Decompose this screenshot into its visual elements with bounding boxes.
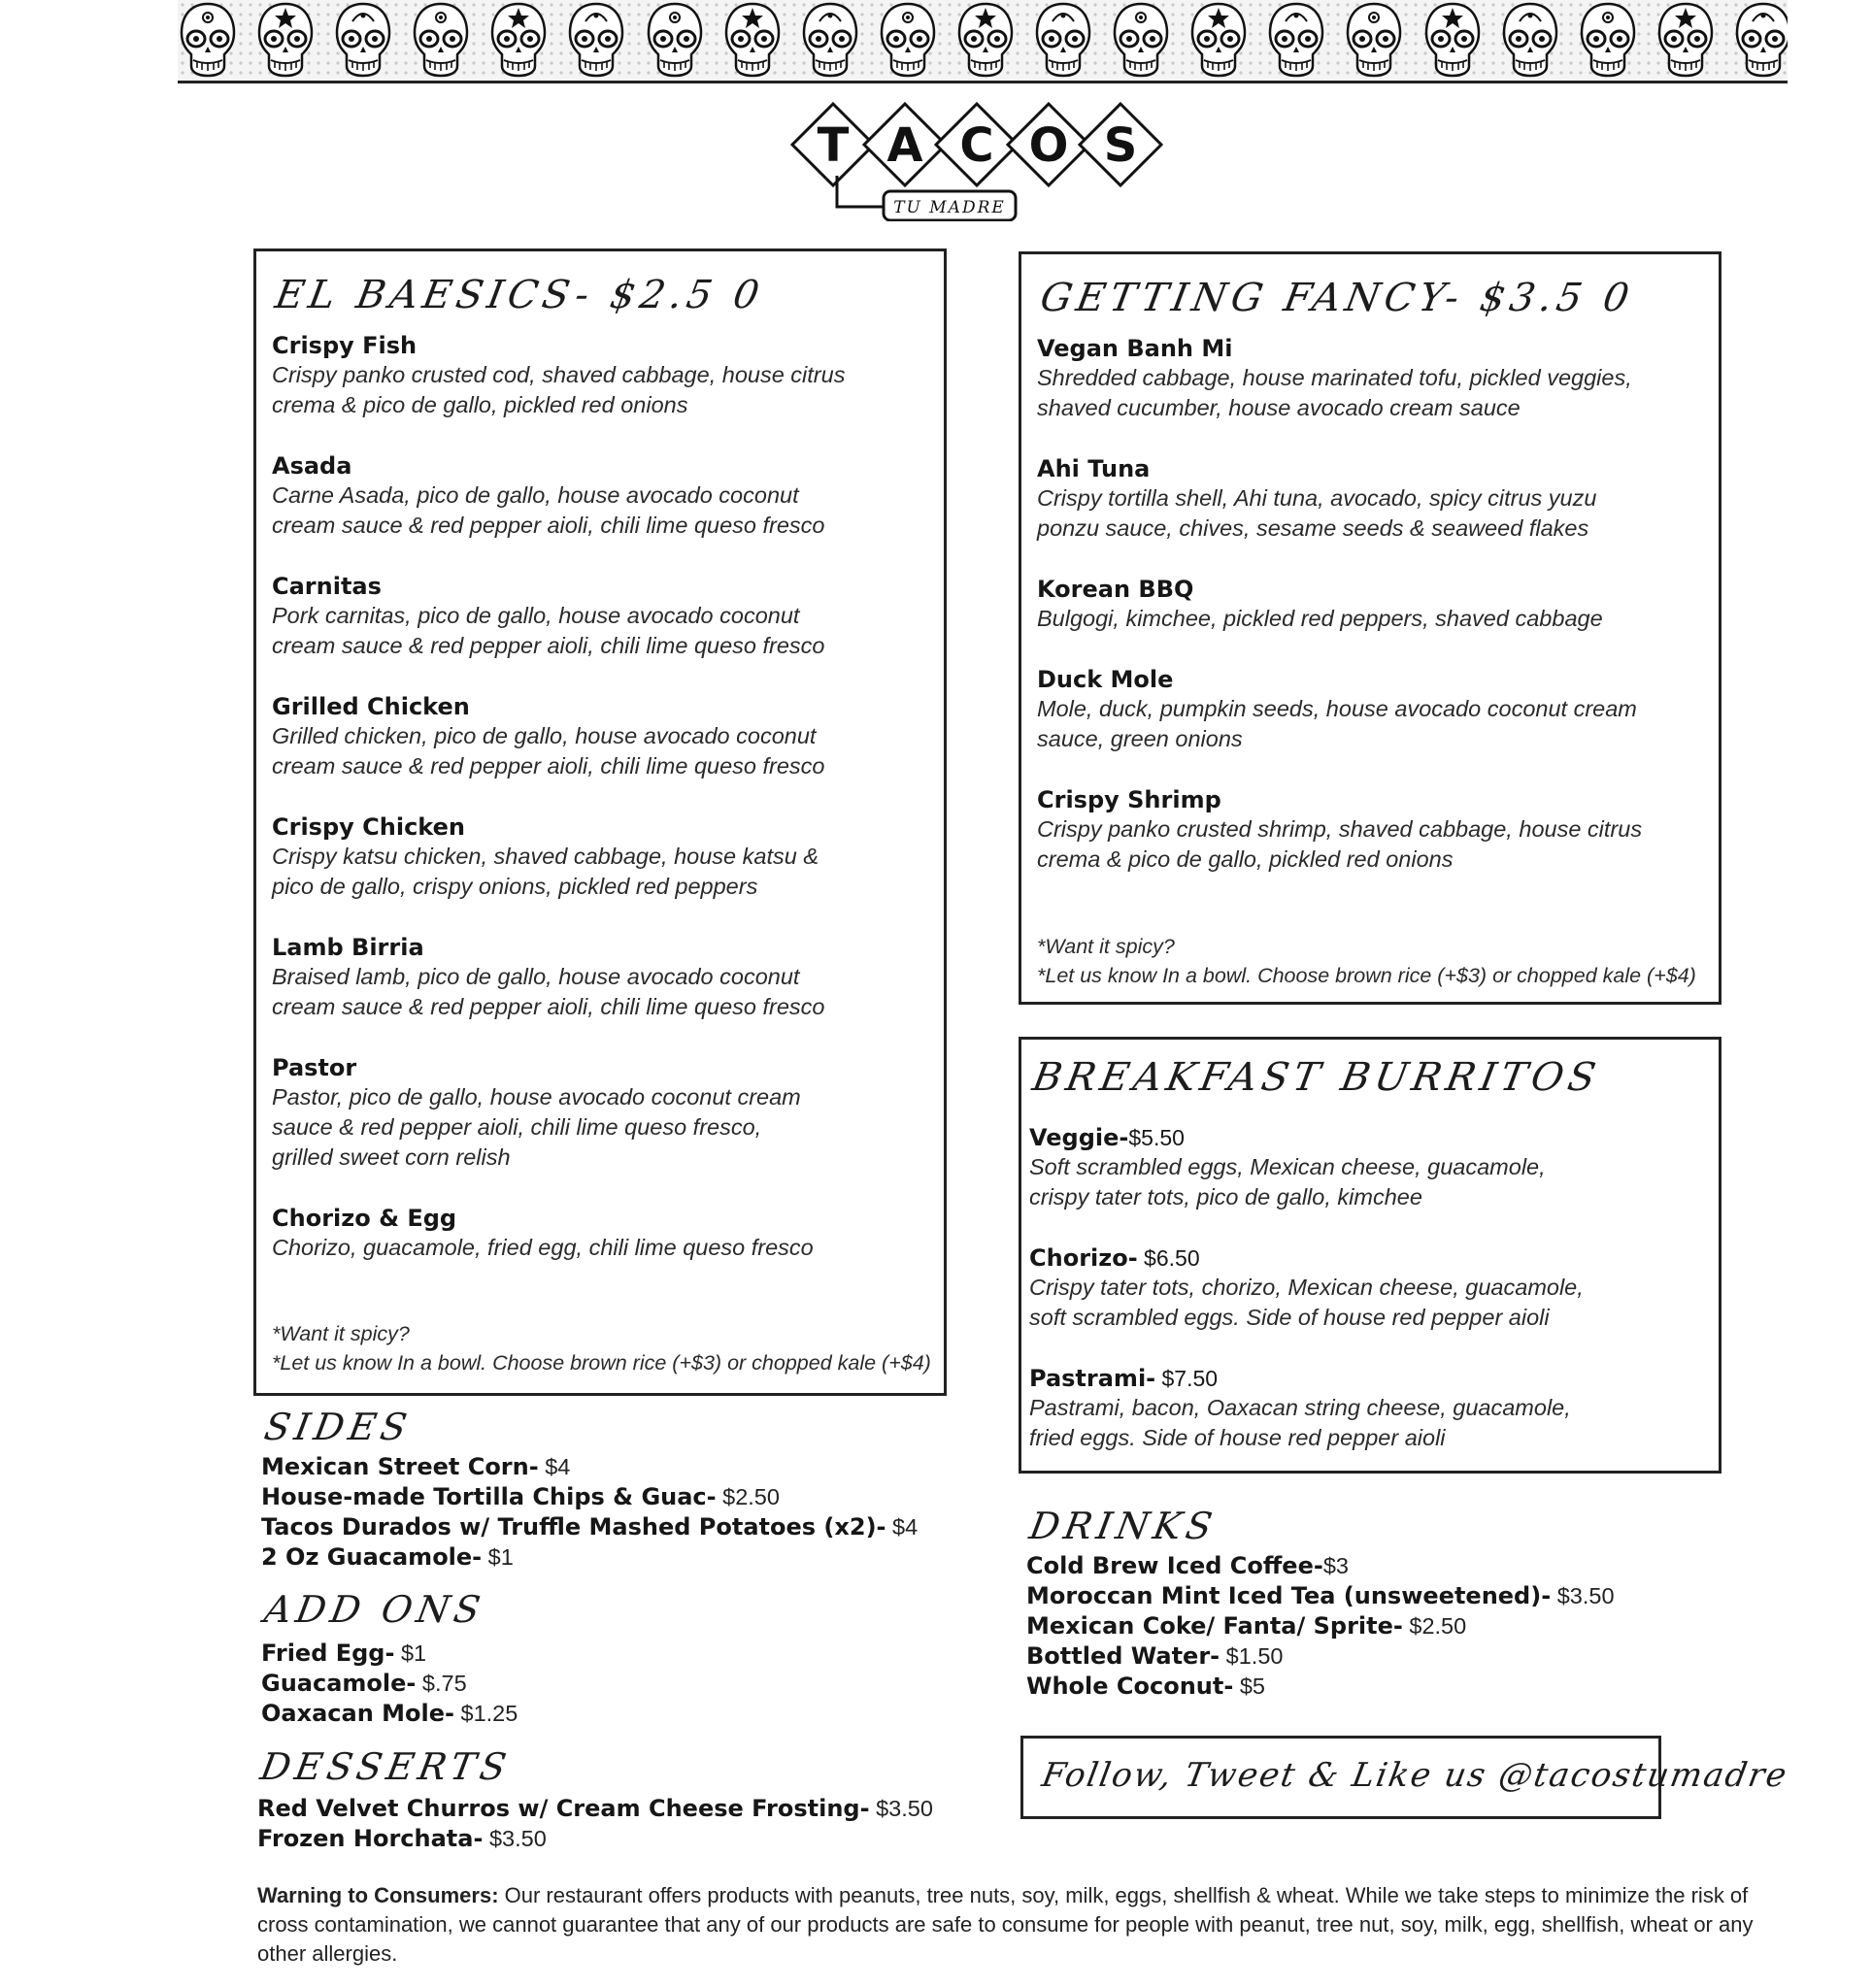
menu-item-name	[272, 692, 942, 721]
menu-line-item	[261, 1542, 918, 1573]
menu-line-name: Frozen Horchata-	[257, 1825, 484, 1852]
menu-line-item	[261, 1699, 518, 1729]
menu-item-title: Duck Mole	[1037, 666, 1174, 693]
menu-item	[272, 692, 942, 781]
sugar-skull-icon	[1266, 2, 1326, 80]
menu-item	[1037, 665, 1707, 754]
menu-item-description: Bulgogi, kimchee, pickled red peppers, shaved cabbage	[1037, 606, 1603, 631]
menu-line-price: $2.50	[716, 1484, 780, 1509]
menu-item-description: crema & pico de gallo, pickled red onions	[1037, 846, 1454, 872]
menu-item-name	[1029, 1123, 1699, 1152]
menu-line-item	[261, 1452, 918, 1482]
sides-list	[261, 1452, 918, 1573]
menu-item-title: Asada	[272, 452, 352, 480]
menu-line-price: $3.50	[483, 1826, 547, 1851]
allergy-warning-text: Our restaurant offers products with peanuts, tree nuts, soy, milk, eggs, shellfish & wheat. While we take steps to minimize the risk of cross contamination, we cannot guarantee that any of our products are safe to consume for people with peanut, tree nut, soy, milk, egg, shellfish, wheat or any other allergies.	[257, 1883, 1754, 1966]
menu-item	[1037, 575, 1707, 634]
menu-item-description: Crispy panko crusted shrimp, shaved cabbage, house citrus	[1037, 816, 1643, 842]
menu-item-title: Chorizo & Egg	[272, 1205, 457, 1232]
menu-item-description: Grilled chicken, pico de gallo, house avocado coconut	[272, 723, 817, 748]
menu-line-item	[1026, 1581, 1615, 1611]
getting-fancy-title: GETTING FANCY- $3.5 0	[1037, 276, 1638, 320]
menu-line-item	[1026, 1672, 1615, 1702]
menu-item-description: Crispy panko crusted cod, shaved cabbage, house citrus	[272, 362, 846, 387]
menu-item-description: sauce & red pepper aioli, chili lime queso fresco,	[272, 1114, 762, 1140]
menu-item-title: Crispy Shrimp	[1037, 786, 1221, 813]
baesics-spicy-note: *Want it spicy?	[272, 1322, 410, 1345]
menu-line-name: Cold Brew Iced Coffee-	[1026, 1552, 1323, 1579]
social-follow-text: Follow, Tweet & Like us @tacostumadre	[1039, 1756, 1791, 1795]
menu-item-title: Crispy Fish	[272, 332, 418, 359]
menu-item-description: Braised lamb, pico de gallo, house avocado coconut	[272, 964, 800, 989]
logo-letter-diamond	[864, 104, 946, 185]
menu-line-item	[257, 1794, 933, 1824]
baesics-title: EL BAESICS- $2.5 0	[272, 273, 768, 317]
menu-item-title: Carnitas	[272, 573, 382, 600]
menu-item-description: pico de gallo, crispy onions, pickled red peppers	[272, 874, 758, 899]
allergy-warning	[257, 1881, 1772, 1969]
menu-item-name	[272, 812, 942, 842]
baesics-bowl-note: *Let us know In a bowl. Choose brown rice (+$3) or chopped kale (+$4)	[272, 1351, 931, 1375]
menu-item-name	[272, 451, 942, 480]
menu-item	[272, 331, 942, 420]
menu-line-price: $4	[538, 1454, 571, 1479]
menu-item-name	[272, 331, 942, 360]
menu-item-title: Ahi Tuna	[1037, 455, 1151, 482]
menu-line-name: Bottled Water-	[1026, 1642, 1220, 1670]
menu-item-name	[272, 933, 942, 962]
menu-item-description: Mole, duck, pumpkin seeds, house avocado coconut cream	[1037, 696, 1637, 721]
logo-letter: A	[886, 118, 923, 173]
menu-item-title: Veggie-	[1029, 1124, 1129, 1151]
menu-line-price: $1.25	[453, 1701, 518, 1726]
menu-item-description: cream sauce & red pepper aioli, chili lime queso fresco	[272, 753, 825, 779]
menu-line-name: Mexican Street Corn-	[261, 1453, 539, 1480]
menu-item-description: cream sauce & red pepper aioli, chili lime queso fresco	[272, 994, 825, 1019]
menu-item-description: soft scrambled eggs. Side of house red pepper aioli	[1029, 1305, 1550, 1330]
menu-item	[272, 812, 942, 902]
menu-line-name: House-made Tortilla Chips & Guac-	[261, 1483, 717, 1510]
baesics-panel	[253, 248, 947, 1396]
menu-item	[1037, 785, 1707, 875]
sugar-skull-icon	[333, 2, 393, 80]
menu-item-description: Shredded cabbage, house marinated tofu, pickled veggies,	[1037, 365, 1632, 390]
logo-letter-diamond	[936, 104, 1018, 185]
menu-item	[1029, 1123, 1699, 1212]
menu-item-name	[1029, 1364, 1699, 1393]
menu-line-name: Red Velvet Churros w/ Cream Cheese Frosting-	[257, 1795, 870, 1822]
menu-item-title: Vegan Banh Mi	[1037, 335, 1233, 362]
menu-item-description: crema & pico de gallo, pickled red onions	[272, 392, 688, 417]
sugar-skull-icon	[178, 2, 238, 80]
logo-letter: S	[1103, 118, 1138, 173]
logo-letter: O	[1028, 118, 1069, 173]
menu-line-name: Guacamole-	[261, 1670, 417, 1697]
menu-item-description: sauce, green onions	[1037, 726, 1243, 751]
logo-letter-diamond	[1080, 104, 1161, 185]
breakfast-burritos-panel	[1019, 1037, 1722, 1474]
sugar-skull-icon	[1344, 2, 1404, 80]
menu-item-name	[272, 572, 942, 601]
allergy-warning-label: Warning to Consumers:	[257, 1883, 499, 1907]
menu-item-name	[1029, 1243, 1699, 1273]
menu-item-price: $5.50	[1128, 1125, 1185, 1150]
menu-item-name	[272, 1053, 942, 1082]
sugar-skull-icon	[411, 2, 471, 80]
sugar-skull-icon	[1578, 2, 1638, 80]
sugar-skull-icon	[800, 2, 860, 80]
breakfast-burritos-title: BREAKFAST BURRITOS	[1029, 1055, 1604, 1100]
sugar-skull-icon	[1500, 2, 1560, 80]
menu-line-name: Oaxacan Mole-	[261, 1700, 454, 1727]
menu-item-description: cream sauce & red pepper aioli, chili lime queso fresco	[272, 633, 825, 658]
logo-letter-diamond	[1008, 104, 1089, 185]
sugar-skull-icon	[255, 2, 316, 80]
menu-line-price: $1	[394, 1640, 427, 1666]
menu-item-name	[1037, 334, 1707, 363]
sugar-skull-icon	[1188, 2, 1249, 80]
menu-line-name: Moroccan Mint Iced Tea (unsweetened)-	[1026, 1582, 1552, 1609]
menu-line-price: $2.50	[1402, 1613, 1467, 1639]
menu-line-price: $3.50	[869, 1796, 933, 1821]
skull-banner	[178, 0, 1788, 83]
sugar-skull-icon	[955, 2, 1016, 80]
add-ons-title: ADD ONS	[261, 1588, 488, 1631]
menu-item-description: Crispy tater tots, chorizo, Mexican cheese, guacamole,	[1029, 1275, 1584, 1300]
menu-item	[272, 933, 942, 1022]
menu-line-item	[261, 1512, 918, 1542]
add-ons-list	[261, 1639, 518, 1729]
menu-item	[272, 572, 942, 661]
sides-title: SIDES	[261, 1406, 416, 1448]
menu-line-item	[1026, 1611, 1615, 1641]
menu-item-name	[1037, 575, 1707, 604]
menu-item-description: grilled sweet corn relish	[272, 1144, 511, 1170]
sugar-skull-icon	[1733, 2, 1788, 80]
sugar-skull-icon	[1033, 2, 1093, 80]
menu-line-price: $.75	[416, 1671, 467, 1696]
getting-fancy-panel	[1019, 251, 1722, 1005]
menu-item-description: fried eggs. Side of house red pepper aioli	[1029, 1425, 1446, 1450]
menu-item	[272, 1053, 942, 1173]
sugar-skull-icon	[645, 2, 705, 80]
menu-line-price: $1.50	[1220, 1643, 1284, 1669]
menu-item-title: Crispy Chicken	[272, 813, 465, 841]
menu-line-item	[257, 1824, 933, 1854]
menu-item	[1029, 1364, 1699, 1453]
menu-item-description: Crispy tortilla shell, Ahi tuna, avocado, spicy citrus yuzu	[1037, 485, 1597, 511]
drinks-list	[1026, 1551, 1615, 1702]
menu-line-price: $5	[1233, 1673, 1265, 1699]
menu-line-price: $4	[886, 1514, 919, 1540]
menu-item-description: Soft scrambled eggs, Mexican cheese, guacamole,	[1029, 1154, 1546, 1179]
menu-line-name: Fried Egg-	[261, 1640, 395, 1667]
menu-item-price: $7.50	[1155, 1366, 1219, 1391]
menu-item-name	[272, 1204, 942, 1233]
menu-line-name: 2 Oz Guacamole-	[261, 1543, 483, 1571]
menu-item-description: crispy tater tots, pico de gallo, kimchee	[1029, 1184, 1422, 1209]
fancy-bowl-note: *Let us know In a bowl. Choose brown rice (+$3) or chopped kale (+$4)	[1037, 964, 1696, 987]
menu-line-item	[261, 1482, 918, 1512]
menu-item-name	[1037, 665, 1707, 694]
tacos-tu-madre-logo	[788, 100, 1167, 221]
menu-line-price: $3.50	[1551, 1583, 1615, 1608]
menu-item-title: Korean BBQ	[1037, 576, 1194, 603]
menu-item	[272, 1204, 942, 1263]
menu-item-description: cream sauce & red pepper aioli, chili lime queso fresco	[272, 513, 825, 538]
menu-item-title: Pastor	[272, 1054, 357, 1081]
skull-row	[178, 2, 1788, 82]
sugar-skull-icon	[722, 2, 783, 80]
menu-item	[1029, 1243, 1699, 1333]
menu-item-title: Chorizo-	[1029, 1244, 1138, 1272]
menu-item-description: Pastor, pico de gallo, house avocado coconut cream	[272, 1084, 801, 1110]
social-follow-box	[1020, 1736, 1791, 1819]
menu-line-name: Mexican Coke/ Fanta/ Sprite-	[1026, 1612, 1403, 1640]
menu-line-item	[1026, 1551, 1615, 1581]
menu-line-name: Tacos Durados w/ Truffle Mashed Potatoes (x2)-	[261, 1513, 886, 1541]
sugar-skull-icon	[1111, 2, 1171, 80]
menu-item-description: Pork carnitas, pico de gallo, house avocado coconut	[272, 603, 800, 628]
menu-item-description: Crispy katsu chicken, shaved cabbage, house katsu &	[272, 844, 819, 869]
logo-letters	[792, 104, 1161, 185]
sugar-skull-icon	[488, 2, 549, 80]
menu-item-description: ponzu sauce, chives, sesame seeds & seaweed flakes	[1037, 515, 1589, 541]
menu-item	[1037, 334, 1707, 423]
menu-line-item	[1026, 1641, 1615, 1672]
menu-item-description: Carne Asada, pico de gallo, house avocado coconut	[272, 482, 799, 508]
logo-tagline: TU MADRE	[893, 198, 1006, 217]
menu-item-description: shaved cucumber, house avocado cream sauce	[1037, 395, 1521, 420]
menu-item-description: Chorizo, guacamole, fried egg, chili lime queso fresco	[272, 1235, 814, 1260]
menu-item-title: Lamb Birria	[272, 934, 424, 961]
menu-item-description: Pastrami, bacon, Oaxacan string cheese, guacamole,	[1029, 1395, 1571, 1420]
sugar-skull-icon	[878, 2, 938, 80]
menu-line-price: $3	[1322, 1553, 1349, 1578]
menu-item-name	[1037, 454, 1707, 483]
menu-item	[272, 451, 942, 541]
menu-line-item	[261, 1639, 518, 1669]
desserts-list	[257, 1794, 933, 1854]
menu-line-name: Whole Coconut-	[1026, 1673, 1234, 1700]
menu-item-title: Pastrami-	[1029, 1365, 1156, 1392]
logo-letter: C	[959, 118, 994, 173]
menu-item	[1037, 454, 1707, 544]
menu-line-price: $1	[482, 1544, 514, 1570]
logo-letter: T	[817, 118, 850, 173]
sugar-skull-icon	[1422, 2, 1483, 80]
logo-connector-line	[837, 176, 884, 207]
drinks-title: DRINKS	[1026, 1505, 1220, 1547]
menu-item-title: Grilled Chicken	[272, 693, 470, 720]
desserts-title: DESSERTS	[257, 1745, 515, 1788]
menu-item-name	[1037, 785, 1707, 814]
logo-letter-diamond	[792, 104, 874, 185]
sugar-skull-icon	[1655, 2, 1716, 80]
menu-line-item	[261, 1669, 518, 1699]
sugar-skull-icon	[566, 2, 626, 80]
menu-item-price: $6.50	[1137, 1245, 1200, 1271]
fancy-spicy-note: *Want it spicy?	[1037, 935, 1175, 958]
